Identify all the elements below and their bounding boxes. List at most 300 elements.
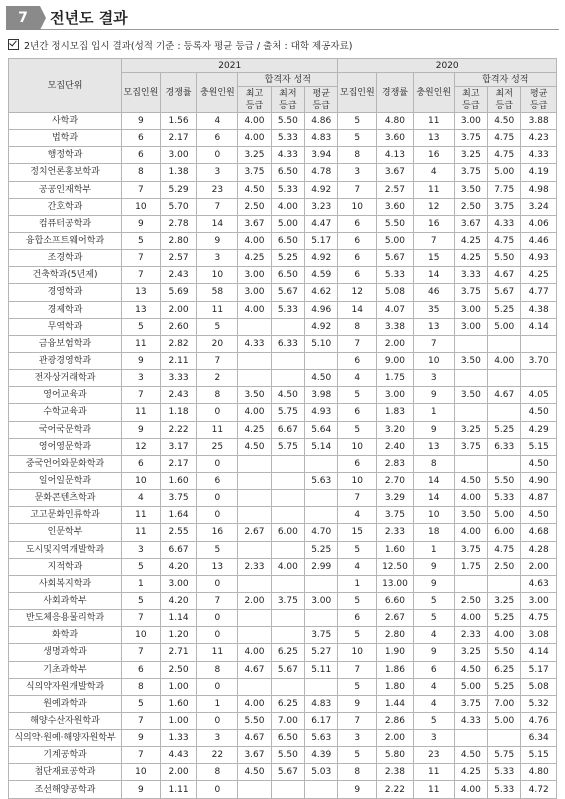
quota-cell: 7 bbox=[122, 610, 161, 627]
table-row bbox=[9, 592, 557, 609]
ratio-cell: 5.08 bbox=[377, 284, 414, 301]
ratio-cell: 3.29 bbox=[377, 490, 414, 507]
avg-grade-cell: 4.19 bbox=[521, 164, 557, 181]
min-grade-cell bbox=[454, 730, 487, 747]
extra-cell: 20 bbox=[197, 335, 238, 352]
extra-cell: 23 bbox=[413, 747, 454, 764]
grades-header: 합격자 성적 bbox=[238, 73, 338, 87]
quota-cell: 7 bbox=[338, 661, 377, 678]
max-grade-cell bbox=[271, 370, 304, 387]
ratio-cell: 5.00 bbox=[377, 232, 414, 249]
ratio-cell: 2.22 bbox=[160, 421, 197, 438]
ratio-cell: 2.71 bbox=[160, 644, 197, 661]
max-grade-cell: 4.75 bbox=[488, 541, 521, 558]
min-grade-cell: 2.33 bbox=[238, 558, 271, 575]
min-grade-cell: 4.50 bbox=[454, 747, 487, 764]
quota-cell: 6 bbox=[338, 250, 377, 267]
min-grade-cell bbox=[238, 627, 271, 644]
extra-cell: 22 bbox=[197, 747, 238, 764]
ratio-cell: 3.33 bbox=[160, 370, 197, 387]
min-grade-cell bbox=[454, 404, 487, 421]
quota-cell: 6 bbox=[122, 455, 161, 472]
max-grade-cell: 6.67 bbox=[271, 421, 304, 438]
avg-grade-cell: 4.83 bbox=[305, 130, 338, 147]
quota-cell: 5 bbox=[338, 678, 377, 695]
unit-cell: 수학교육과 bbox=[9, 404, 122, 421]
unit-cell: 인문학부 bbox=[9, 524, 122, 541]
quota-cell: 10 bbox=[338, 438, 377, 455]
max-grade-cell: 7.00 bbox=[488, 695, 521, 712]
extra-cell: 8 bbox=[197, 661, 238, 678]
max-grade-cell: 5.00 bbox=[488, 318, 521, 335]
min-grade-cell: 5.00 bbox=[454, 678, 487, 695]
min-grade-cell: 4.50 bbox=[238, 764, 271, 781]
quota-cell: 5 bbox=[122, 592, 161, 609]
quota-cell: 10 bbox=[338, 472, 377, 489]
ratio-cell: 2.11 bbox=[160, 352, 197, 369]
extra-cell: 8 bbox=[197, 387, 238, 404]
quota-cell: 7 bbox=[122, 181, 161, 198]
unit-cell: 정치언론홍보학과 bbox=[9, 164, 122, 181]
avg-grade-cell bbox=[305, 352, 338, 369]
max-grade-cell: 5.25 bbox=[488, 678, 521, 695]
avg-grade-cell: 4.62 bbox=[305, 284, 338, 301]
max-grade-cell: 5.50 bbox=[271, 113, 304, 130]
extra-cell: 0 bbox=[197, 678, 238, 695]
quota-cell: 11 bbox=[122, 507, 161, 524]
avg-grade-cell bbox=[305, 781, 338, 798]
max-grade-cell: 7.00 bbox=[271, 712, 304, 729]
avg-grade-cell: 4.50 bbox=[305, 370, 338, 387]
quota-cell: 5 bbox=[122, 558, 161, 575]
avg-grade-cell bbox=[305, 575, 338, 592]
ratio-cell: 3.00 bbox=[160, 575, 197, 592]
extra-header: 충원인원 bbox=[197, 73, 238, 113]
min-grade-cell: 4.00 bbox=[238, 695, 271, 712]
max-grade-cell: 6.50 bbox=[271, 267, 304, 284]
avg-grade-cell bbox=[305, 678, 338, 695]
ratio-cell: 2.82 bbox=[160, 335, 197, 352]
min-grade-cell: 3.75 bbox=[454, 284, 487, 301]
ratio-cell: 4.43 bbox=[160, 747, 197, 764]
min-grade-cell: 2.50 bbox=[454, 198, 487, 215]
max-grade-cell: 5.50 bbox=[488, 644, 521, 661]
ratio-cell: 2.00 bbox=[377, 730, 414, 747]
extra-cell: 18 bbox=[413, 524, 454, 541]
ratio-cell: 1.56 bbox=[160, 113, 197, 130]
unit-cell: 조선해양공학과 bbox=[9, 781, 122, 798]
table-row bbox=[9, 404, 557, 421]
avg-grade-cell: 5.15 bbox=[521, 438, 557, 455]
quota-cell: 6 bbox=[338, 215, 377, 232]
quota-cell: 8 bbox=[122, 678, 161, 695]
ratio-cell: 2.33 bbox=[377, 524, 414, 541]
avg-grade-cell: 4.33 bbox=[521, 147, 557, 164]
avg-grade-cell: 4.75 bbox=[521, 610, 557, 627]
avg-grade-cell: 4.63 bbox=[521, 575, 557, 592]
avg-grade-cell: 4.25 bbox=[521, 267, 557, 284]
avg-grade-cell: 4.83 bbox=[305, 695, 338, 712]
quota-cell: 7 bbox=[338, 181, 377, 198]
quota-cell: 11 bbox=[122, 524, 161, 541]
min-grade-cell: 2.50 bbox=[238, 198, 271, 215]
max-grade-cell: 6.50 bbox=[271, 164, 304, 181]
min-grade-cell: 3.25 bbox=[454, 644, 487, 661]
extra-cell: 1 bbox=[413, 541, 454, 558]
unit-cell: 식의약자원개발학과 bbox=[9, 678, 122, 695]
min-grade-cell: 4.00 bbox=[238, 301, 271, 318]
table-row bbox=[9, 301, 557, 318]
ratio-cell: 3.60 bbox=[377, 198, 414, 215]
quota-cell: 6 bbox=[338, 267, 377, 284]
extra-cell: 11 bbox=[197, 644, 238, 661]
max-grade-cell: 5.00 bbox=[488, 712, 521, 729]
quota-cell: 3 bbox=[338, 730, 377, 747]
unit-cell: 융합소프트웨어학과 bbox=[9, 232, 122, 249]
caption-text: 2년간 정시모집 입시 결과(성적 기준 : 등록자 평균 등급 / 출처 : 대학 제공자료) bbox=[24, 41, 353, 52]
extra-cell: 13 bbox=[413, 318, 454, 335]
avg-grade-cell: 5.17 bbox=[521, 661, 557, 678]
ratio-cell: 2.17 bbox=[160, 455, 197, 472]
quota-cell: 12 bbox=[338, 284, 377, 301]
max-grade-cell: 4.00 bbox=[271, 198, 304, 215]
ratio-cell: 5.67 bbox=[377, 250, 414, 267]
unit-cell: 첨단재료공학과 bbox=[9, 764, 122, 781]
max-grade-cell: 4.33 bbox=[488, 215, 521, 232]
min-grade-cell: 4.00 bbox=[454, 490, 487, 507]
extra-cell: 5 bbox=[413, 592, 454, 609]
avg-grade-cell: 5.27 bbox=[305, 644, 338, 661]
ratio-cell: 4.20 bbox=[160, 558, 197, 575]
extra-cell: 5 bbox=[413, 712, 454, 729]
avg-grade-cell: 4.80 bbox=[521, 764, 557, 781]
unit-cell: 무역학과 bbox=[9, 318, 122, 335]
unit-cell: 금융보험학과 bbox=[9, 335, 122, 352]
avg-grade-cell: 3.75 bbox=[305, 627, 338, 644]
quota-header: 모집인원 bbox=[338, 73, 377, 113]
quota-cell: 6 bbox=[338, 455, 377, 472]
quota-cell: 9 bbox=[122, 781, 161, 798]
table-row bbox=[9, 370, 557, 387]
extra-cell: 7 bbox=[197, 198, 238, 215]
table-row bbox=[9, 730, 557, 747]
table-row bbox=[9, 472, 557, 489]
avg-grade-cell: 4.92 bbox=[305, 318, 338, 335]
min-grade-cell: 1.75 bbox=[454, 558, 487, 575]
max-grade-cell: 5.25 bbox=[488, 610, 521, 627]
extra-cell: 1 bbox=[197, 695, 238, 712]
extra-cell: 14 bbox=[413, 267, 454, 284]
extra-cell: 11 bbox=[413, 764, 454, 781]
ratio-cell: 1.38 bbox=[160, 164, 197, 181]
max-grade-cell: 5.75 bbox=[488, 747, 521, 764]
max-grade-cell: 4.00 bbox=[488, 627, 521, 644]
ratio-cell: 4.07 bbox=[377, 301, 414, 318]
extra-cell: 14 bbox=[197, 215, 238, 232]
avg-grade-cell: 3.94 bbox=[305, 147, 338, 164]
quota-cell: 5 bbox=[338, 113, 377, 130]
ratio-cell: 2.78 bbox=[160, 215, 197, 232]
quota-cell: 8 bbox=[338, 318, 377, 335]
ratio-cell: 1.80 bbox=[377, 678, 414, 695]
min-grade-cell: 3.75 bbox=[454, 541, 487, 558]
min-grade-cell: 3.33 bbox=[454, 267, 487, 284]
avg-grade-cell: 3.98 bbox=[305, 387, 338, 404]
min-grade-cell: 4.50 bbox=[238, 181, 271, 198]
unit-cell: 문화콘텐츠학과 bbox=[9, 490, 122, 507]
extra-cell: 8 bbox=[413, 455, 454, 472]
extra-cell: 3 bbox=[413, 730, 454, 747]
max-grade-cell bbox=[271, 610, 304, 627]
max-grade-cell bbox=[271, 455, 304, 472]
quota-cell: 3 bbox=[122, 370, 161, 387]
quota-cell: 7 bbox=[122, 712, 161, 729]
ratio-cell: 1.64 bbox=[160, 507, 197, 524]
max-grade-cell: 5.33 bbox=[271, 181, 304, 198]
extra-cell: 2 bbox=[197, 370, 238, 387]
min-grade-cell: 4.00 bbox=[454, 781, 487, 798]
grades-header: 합격자 성적 bbox=[454, 73, 556, 87]
min-grade-cell bbox=[454, 455, 487, 472]
extra-cell: 4 bbox=[413, 695, 454, 712]
unit-cell: 영어교육과 bbox=[9, 387, 122, 404]
admission-results-table bbox=[8, 58, 557, 799]
min-grade-cell: 3.00 bbox=[238, 284, 271, 301]
min-grade-cell: 3.00 bbox=[454, 318, 487, 335]
table-row bbox=[9, 198, 557, 215]
quota-cell: 4 bbox=[338, 558, 377, 575]
quota-cell: 7 bbox=[122, 387, 161, 404]
year-2020-header: 2020 bbox=[338, 59, 557, 73]
max-grade-cell: 5.67 bbox=[271, 284, 304, 301]
min-grade-cell: 3.50 bbox=[238, 387, 271, 404]
unit-cell: 국어국문학과 bbox=[9, 421, 122, 438]
quota-cell: 4 bbox=[338, 507, 377, 524]
ratio-cell: 5.50 bbox=[377, 215, 414, 232]
quota-cell: 6 bbox=[122, 147, 161, 164]
ratio-cell: 1.44 bbox=[377, 695, 414, 712]
min-grade-cell bbox=[238, 490, 271, 507]
extra-cell: 10 bbox=[413, 507, 454, 524]
quota-cell: 6 bbox=[338, 610, 377, 627]
quota-cell: 10 bbox=[122, 627, 161, 644]
max-grade-cell: 5.33 bbox=[488, 490, 521, 507]
extra-cell: 5 bbox=[197, 318, 238, 335]
table-row bbox=[9, 455, 557, 472]
quota-cell: 7 bbox=[122, 250, 161, 267]
table-row bbox=[9, 661, 557, 678]
quota-cell: 7 bbox=[122, 267, 161, 284]
quota-cell: 8 bbox=[122, 164, 161, 181]
ratio-cell: 3.00 bbox=[377, 387, 414, 404]
min-grade-cell: 4.25 bbox=[454, 250, 487, 267]
ratio-cell: 1.11 bbox=[160, 781, 197, 798]
max-grade-cell: 4.67 bbox=[488, 267, 521, 284]
ratio-cell: 9.00 bbox=[377, 352, 414, 369]
ratio-cell: 5.29 bbox=[160, 181, 197, 198]
max-grade-cell: 4.75 bbox=[488, 232, 521, 249]
min-grade-cell: 4.00 bbox=[454, 524, 487, 541]
quota-cell: 11 bbox=[122, 404, 161, 421]
max-grade-cell: 5.67 bbox=[271, 764, 304, 781]
min-grade-cell: 3.67 bbox=[238, 215, 271, 232]
max-grade-cell: 4.00 bbox=[271, 558, 304, 575]
unit-cell: 생명과학과 bbox=[9, 644, 122, 661]
extra-cell: 10 bbox=[413, 352, 454, 369]
max-grade-cell: 5.33 bbox=[488, 764, 521, 781]
ratio-cell: 3.17 bbox=[160, 438, 197, 455]
max-grade-cell: 6.50 bbox=[271, 730, 304, 747]
unit-cell: 원예과학과 bbox=[9, 695, 122, 712]
extra-cell: 0 bbox=[197, 627, 238, 644]
max-grade-cell bbox=[271, 575, 304, 592]
ratio-cell: 2.80 bbox=[377, 627, 414, 644]
extra-cell: 0 bbox=[197, 455, 238, 472]
extra-cell: 11 bbox=[413, 181, 454, 198]
avg-grade-cell: 3.70 bbox=[521, 352, 557, 369]
table-row bbox=[9, 284, 557, 301]
min-grade-cell: 3.50 bbox=[454, 352, 487, 369]
min-grade-cell: 3.50 bbox=[454, 181, 487, 198]
table-row bbox=[9, 267, 557, 284]
avg-grade-cell: 4.23 bbox=[521, 130, 557, 147]
min-grade-cell: 4.00 bbox=[454, 610, 487, 627]
max-grade-cell: 6.00 bbox=[271, 524, 304, 541]
max-grade-cell bbox=[488, 335, 521, 352]
quota-cell: 3 bbox=[338, 164, 377, 181]
unit-cell: 식의약·원예·해양자원학부 bbox=[9, 730, 122, 747]
extra-cell: 4 bbox=[413, 164, 454, 181]
ratio-cell: 1.90 bbox=[377, 644, 414, 661]
table-row bbox=[9, 747, 557, 764]
min-grade-cell bbox=[238, 610, 271, 627]
max-grade-cell bbox=[271, 627, 304, 644]
max-grade-cell: 4.75 bbox=[488, 130, 521, 147]
quota-cell: 6 bbox=[122, 661, 161, 678]
avg-grade-cell: 4.68 bbox=[521, 524, 557, 541]
max-grade-cell: 7.75 bbox=[488, 181, 521, 198]
unit-cell: 일어일문학과 bbox=[9, 472, 122, 489]
max-grade-cell: 5.25 bbox=[488, 421, 521, 438]
ratio-cell: 1.14 bbox=[160, 610, 197, 627]
table-row bbox=[9, 318, 557, 335]
extra-cell: 0 bbox=[197, 610, 238, 627]
table-row bbox=[9, 610, 557, 627]
max-grade-cell: 5.67 bbox=[488, 284, 521, 301]
max-grade-cell: 4.75 bbox=[488, 147, 521, 164]
avg-grade-cell: 5.63 bbox=[305, 472, 338, 489]
quota-cell: 10 bbox=[122, 198, 161, 215]
unit-cell: 관광경영학과 bbox=[9, 352, 122, 369]
unit-cell: 고고문화인류학과 bbox=[9, 507, 122, 524]
ratio-cell: 2.00 bbox=[160, 764, 197, 781]
ratio-cell: 3.60 bbox=[377, 130, 414, 147]
avg-grade-cell: 4.87 bbox=[521, 490, 557, 507]
ratio-cell: 1.20 bbox=[160, 627, 197, 644]
unit-cell: 화학과 bbox=[9, 627, 122, 644]
avg-grade-cell: 4.14 bbox=[521, 644, 557, 661]
quota-cell: 5 bbox=[338, 627, 377, 644]
extra-cell: 0 bbox=[197, 507, 238, 524]
max-grade-cell: 6.25 bbox=[488, 661, 521, 678]
table-row bbox=[9, 352, 557, 369]
min-grade-cell bbox=[238, 472, 271, 489]
avg-grade-cell bbox=[305, 490, 338, 507]
extra-cell: 6 bbox=[197, 472, 238, 489]
unit-cell: 간호학과 bbox=[9, 198, 122, 215]
table-row bbox=[9, 335, 557, 352]
quota-header: 모집인원 bbox=[122, 73, 161, 113]
table-row bbox=[9, 764, 557, 781]
min-grade-header: 최고 등급 bbox=[454, 87, 487, 113]
max-grade-cell: 5.50 bbox=[271, 747, 304, 764]
ratio-cell: 2.67 bbox=[377, 610, 414, 627]
quota-cell: 8 bbox=[338, 147, 377, 164]
avg-grade-cell: 4.39 bbox=[305, 747, 338, 764]
min-grade-cell: 3.00 bbox=[454, 113, 487, 130]
extra-cell: 14 bbox=[413, 490, 454, 507]
avg-grade-cell bbox=[305, 507, 338, 524]
avg-grade-cell: 4.50 bbox=[521, 455, 557, 472]
unit-cell: 영어영문학과 bbox=[9, 438, 122, 455]
ratio-cell: 13.00 bbox=[377, 575, 414, 592]
unit-cell: 경제학과 bbox=[9, 301, 122, 318]
min-grade-cell: 2.50 bbox=[454, 592, 487, 609]
max-grade-cell: 3.75 bbox=[488, 198, 521, 215]
quota-cell: 10 bbox=[338, 198, 377, 215]
extra-cell: 11 bbox=[197, 301, 238, 318]
extra-cell: 5 bbox=[413, 610, 454, 627]
ratio-cell: 2.38 bbox=[377, 764, 414, 781]
table-row bbox=[9, 781, 557, 798]
unit-cell: 반도체응용물리학과 bbox=[9, 610, 122, 627]
min-grade-header: 최고 등급 bbox=[238, 87, 271, 113]
quota-cell: 7 bbox=[338, 490, 377, 507]
max-grade-cell: 3.75 bbox=[271, 592, 304, 609]
max-grade-cell: 6.33 bbox=[271, 335, 304, 352]
avg-grade-cell: 4.78 bbox=[305, 164, 338, 181]
avg-grade-cell bbox=[521, 335, 557, 352]
quota-cell: 5 bbox=[338, 387, 377, 404]
ratio-cell: 12.50 bbox=[377, 558, 414, 575]
unit-cell: 경영학과 bbox=[9, 284, 122, 301]
avg-grade-cell: 5.17 bbox=[305, 232, 338, 249]
extra-cell: 1 bbox=[413, 404, 454, 421]
ratio-cell: 2.83 bbox=[377, 455, 414, 472]
ratio-cell: 5.69 bbox=[160, 284, 197, 301]
quota-cell: 1 bbox=[338, 575, 377, 592]
checkbox-icon bbox=[8, 39, 19, 50]
quota-cell: 13 bbox=[122, 284, 161, 301]
min-grade-cell: 2.00 bbox=[238, 592, 271, 609]
avg-grade-cell: 4.38 bbox=[521, 301, 557, 318]
min-grade-cell bbox=[238, 678, 271, 695]
max-grade-header: 최저 등급 bbox=[271, 87, 304, 113]
quota-cell: 10 bbox=[338, 644, 377, 661]
quota-cell: 5 bbox=[338, 541, 377, 558]
avg-grade-cell bbox=[521, 370, 557, 387]
extra-cell: 11 bbox=[413, 781, 454, 798]
avg-grade-cell: 5.08 bbox=[521, 678, 557, 695]
min-grade-cell: 3.00 bbox=[454, 301, 487, 318]
extra-cell: 7 bbox=[197, 592, 238, 609]
min-grade-cell: 4.33 bbox=[454, 712, 487, 729]
max-grade-cell: 4.50 bbox=[488, 113, 521, 130]
extra-cell: 14 bbox=[413, 472, 454, 489]
extra-cell: 11 bbox=[197, 421, 238, 438]
avg-grade-cell: 5.11 bbox=[305, 661, 338, 678]
table-row bbox=[9, 421, 557, 438]
